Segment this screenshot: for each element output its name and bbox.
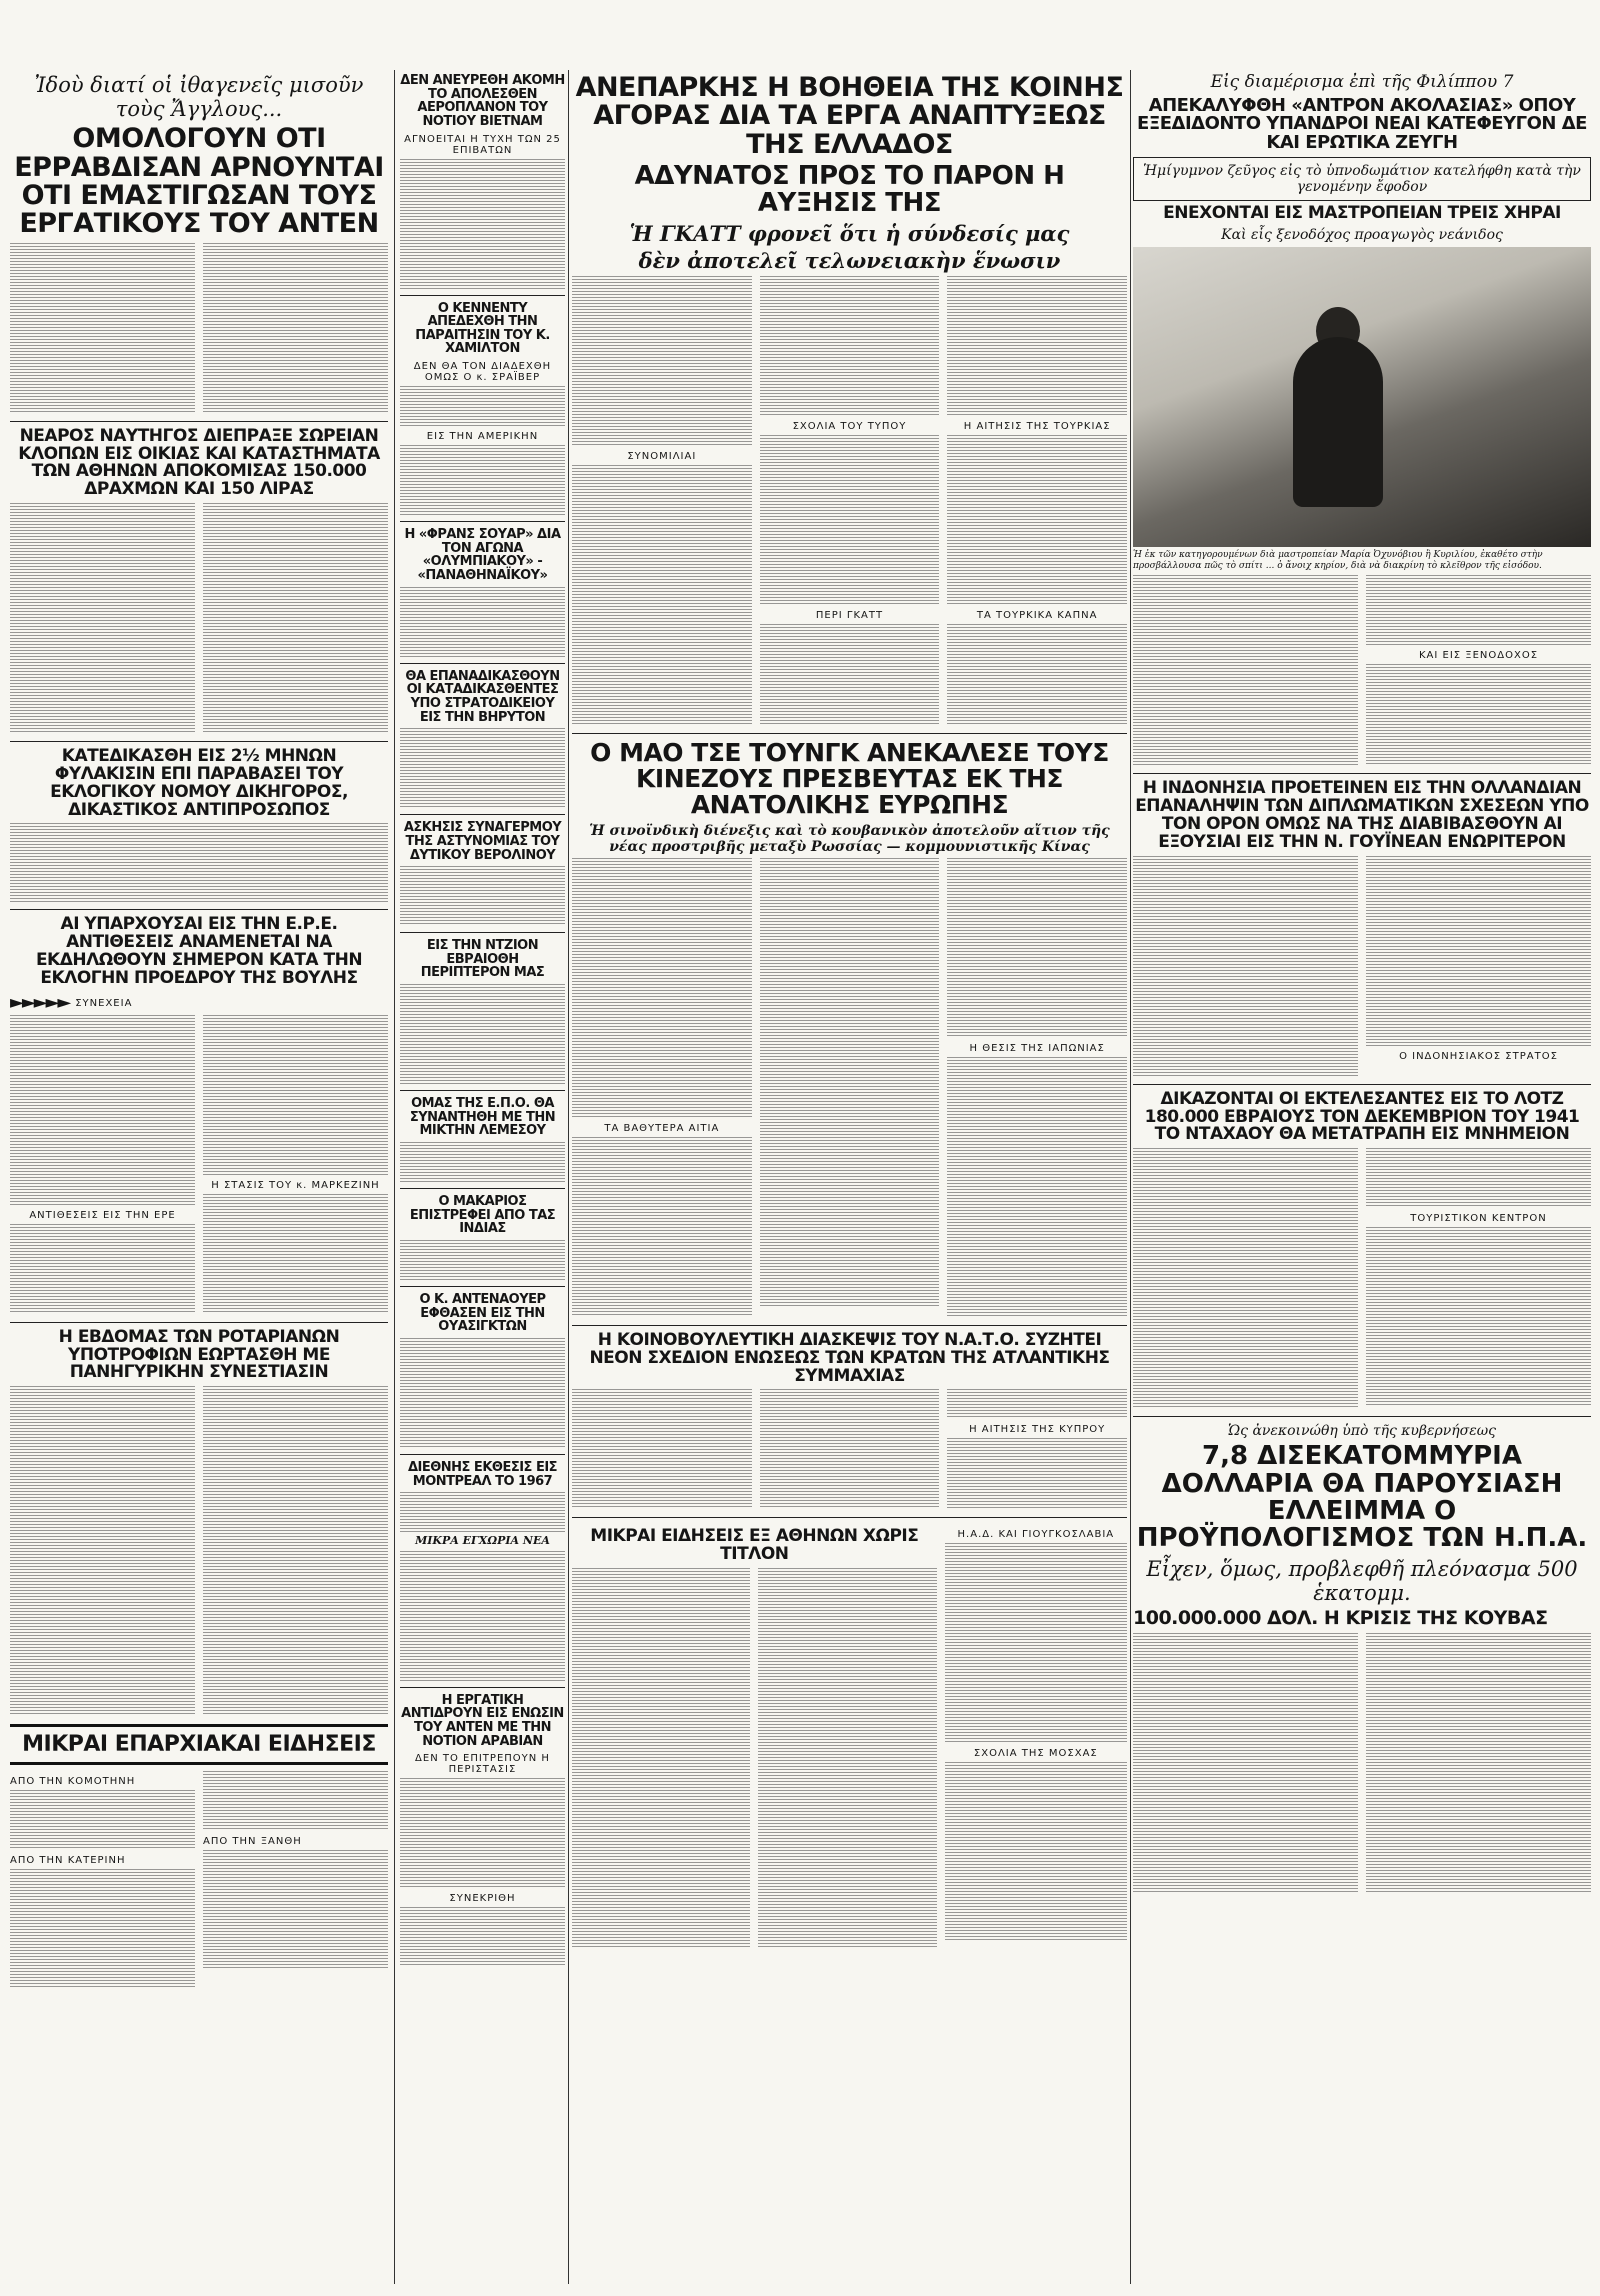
section-label: ΣΥΝΕΧΕΙΑ — [75, 997, 133, 1009]
column-4 — [1133, 70, 1591, 2284]
headline: ΟΜΑΣ ΤΗΣ Ε.Π.Ο. ΘΑ ΣΥΝΑΝΤΗΘΗ ΜΕ ΤΗΝ ΜΙΚΤΗΝ ΛΕΜΕΣΟΥ — [409, 1096, 556, 1139]
article-text — [760, 435, 940, 605]
article-body — [572, 276, 1127, 727]
article-body — [10, 1015, 388, 1316]
headline: ΜΙΚΡΑΙ ΕΙΔΗΣΕΙΣ ΕΞ ΑΘΗΝΩΝ ΧΩΡΙΣ ΤΙΤΛΟΝ — [590, 1526, 919, 1565]
headline: ΔΕΝ ΑΝΕΥΡΕΘΗ ΑΚΟΜΗ ΤΟ ΑΠΟΛΕΣΘΕΝ ΑΕΡΟΠΛΑΝΟΝ ΤΟΥ ΝΟΤΙΟΥ ΒΙΕΤΝΑΜ — [400, 73, 565, 129]
kicker: Εἰς διαμέρισμα ἐπὶ τῆς Φιλίππου 7 — [1210, 72, 1514, 92]
article-text — [203, 1771, 388, 1831]
article-text — [400, 1142, 565, 1182]
article-text — [400, 1907, 565, 1967]
deck: Ἡ σινοϊνδικὴ διένεξις καὶ τὸ κουβανικὸν ἀποτελοῦν αἴτιον τῆς νέας προστριβῆς μεταξὺ Ρωσσίας — κομμουνιστικῆς Κίνας — [589, 822, 1110, 855]
article-text — [572, 1137, 752, 1317]
article-text — [945, 1762, 1127, 1942]
article-text — [203, 1850, 388, 1970]
article-text — [400, 1240, 565, 1280]
article-text — [10, 823, 388, 903]
article-body — [10, 1386, 388, 1718]
section-label: ΣΥΝΕΚΡΙΘΗ — [449, 1893, 516, 1905]
headline: ΝΕΑΡΟΣ ΝΑΥΤΗΓΟΣ ΔΙΕΠΡΑΞΕ ΣΩΡΕΙΑΝ ΚΛΟΠΩΝ ΕΙΣ ΟΙΚΙΑΣ ΚΑΙ ΚΑΤΑΣΤΗΜΑΤΑ ΤΩΝ ΑΘΗΝΩΝ ΑΠΟΚΟΜΙΣΑΣ 150.000 ΔΡΑΧΜΩΝ ΚΑΙ 150 ΛΙΡΑΣ — [18, 425, 380, 500]
article-text — [10, 243, 195, 413]
article-text — [10, 1015, 195, 1205]
headline: Η ΚΟΙΝΟΒΟΥΛΕΥΤΙΚΗ ΔΙΑΣΚΕΨΙΣ ΤΟΥ Ν.Α.Τ.Ο. ΣΥΖΗΤΕΙ ΝΕΟΝ ΣΧΕΔΙΟΝ ΕΝΩΣΕΩΣ ΤΩΝ ΚΡΑΤΩΝ ΤΗΣ ΑΤΛΑΝΤΙΚΗΣ ΣΥΜΜΑΧΙΑΣ — [589, 1329, 1110, 1386]
article-text — [203, 243, 388, 413]
article-text — [400, 159, 565, 289]
section-label: ΑΠΟ ΤΗΝ ΚΟΜΟΤΗΝΗ — [10, 1776, 136, 1788]
deck: δὲν ἀποτελεῖ τελωνειακὴν ἕνωσιν — [638, 247, 1061, 273]
article-text — [10, 1224, 195, 1314]
headline: Ο ΜΑΟ ΤΣΕ ΤΟΥΝΓΚ ΑΝΕΚΑΛΕΣΕ ΤΟΥΣ ΚΙΝΕΖΟΥΣ ΠΡΕΣΒΕΥΤΑΣ ΕΚ ΤΗΣ ΑΝΑΤΟΛΙΚΗΣ ΕΥΡΩΠΗΣ — [590, 737, 1109, 820]
continued-marker — [10, 992, 388, 1013]
deck: Ἡ ΓΚΑΤΤ φρονεῖ ὅτι ἡ σύνδεσίς μας — [629, 220, 1070, 246]
article-text — [400, 984, 565, 1084]
article-body — [1133, 856, 1591, 1078]
article-text — [945, 1543, 1127, 1743]
headline: ΑΙ ΥΠΑΡΧΟΥΣΑΙ ΕΙΣ ΤΗΝ Ε.Ρ.Ε. ΑΝΤΙΘΕΣΕΙΣ ΑΝΑΜΕΝΕΤΑΙ ΝΑ ΕΚΔΗΛΩΘΟΥΝ ΣΗΜΕΡΟΝ ΚΑΤΑ ΤΗΝ ΕΚΛΟΓΗΝ ΠΡΟΕΔΡΟΥ ΤΗΣ ΒΟΥΛΗΣ — [35, 914, 363, 988]
section-label: Η ΘΕΣΙΣ ΤΗΣ ΙΑΠΩΝΙΑΣ — [969, 1042, 1105, 1054]
article-body — [10, 503, 388, 735]
column-2 — [400, 70, 565, 2284]
article-text — [10, 1790, 195, 1850]
article-text — [203, 1386, 388, 1716]
article-text — [10, 1386, 195, 1716]
article-text — [1366, 575, 1591, 645]
subheadline: ΑΓΝΟΕΙΤΑΙ Η ΤΥΧΗ ΤΩΝ 25 ΕΠΙΒΑΤΩΝ — [404, 133, 561, 156]
article-text — [1366, 1633, 1591, 1893]
photo-caption: Ἡ ἐκ τῶν κατηγορουμένων διὰ μαστροπείαν Μαρία Ὀχυνόβιου ἢ Κυριλίου, ἐκαθέτο στὴν προσβάλλουσα πῶς τὸ σπίτι ... ὁ ἄνοιχ κηρίον, διὰ νὰ διακρίνη τὸ κλεῖθρον τῆς εἰσόδου. — [1133, 550, 1543, 572]
section-label: Ο ΙΝΔΟΝΗΣΙΑΚΟΣ ΣΤΡΑΤΟΣ — [1399, 1050, 1558, 1062]
headline: ΑΝΕΠΑΡΚΗΣ Η ΒΟΗΘΕΙΑ ΤΗΣ ΚΟΙΝΗΣ ΑΓΟΡΑΣ ΔΙΑ ΤΑ ΕΡΓΑ ΑΝΑΠΤΥΞΕΩΣ ΤΗΣ ΕΛΛΑΔΟΣ — [575, 72, 1124, 160]
headline: ΑΔΥΝΑΤΟΣ ΠΡΟΣ ΤΟ ΠΑΡΟΝ Η ΑΥΞΗΣΙΣ ΤΗΣ — [634, 161, 1065, 219]
section-label: ΠΕΡΙ ΓΚΑΤΤ — [815, 609, 884, 621]
headline: 100.000.000 ΔΟΛ. Η ΚΡΙΣΙΣ ΤΗΣ ΚΟΥΒΑΣ — [1133, 1606, 1548, 1629]
article-text — [400, 445, 565, 515]
article-text — [1366, 1227, 1591, 1407]
section-label: ΣΥΝΟΜΙΛΙΑΙ — [627, 450, 697, 462]
article-text — [760, 624, 940, 724]
headline: ΟΜΟΛΟΓΟΥΝ ΟΤΙ ΕΡΡΑΒΔΙΣΑΝ ΑΡΝΟΥΝΤΑΙ ΟΤΙ ΕΜΑΣΤΙΓΩΣΑΝ ΤΟΥΣ ΕΡΓΑΤΙΚΟΥΣ ΤΟΥ ΑΝΤΕΝ — [14, 123, 384, 240]
article-text — [572, 1389, 752, 1509]
headline: 7,8 ΔΙΣΕΚΑΤΟΜΜΥΡΙΑ ΔΟΛΛΑΡΙΑ ΘΑ ΠΑΡΟΥΣΙΑΣΗ ΕΛΛΕΙΜΜΑ Ο ΠΡΟΫΠΟΛΟΓΙΣΜΟΣ ΤΩΝ Η.Π.Α. — [1136, 1441, 1588, 1554]
article-text — [947, 435, 1127, 605]
section-label: Η ΣΤΑΣΙΣ ΤΟΥ κ. ΜΑΡΚΕΖΙΝΗ — [211, 1179, 380, 1191]
article-text — [400, 1778, 565, 1888]
article-body — [572, 1389, 1127, 1511]
article-text — [572, 465, 752, 725]
section-label: ΑΝΤΙΘΕΣΕΙΣ ΕΙΣ ΤΗΝ ΕΡΕ — [29, 1209, 176, 1221]
article-text — [572, 276, 752, 446]
deck: Ἡμίγυμνον ζεῦγος εἰς τὸ ὑπνοδωμάτιον κατελήφθη κατὰ τὴν γενομένην ἔφοδον — [1143, 163, 1581, 196]
section-label: ΤΑ ΒΑΘΥΤΕΡΑ ΑΙΤΙΑ — [604, 1122, 720, 1134]
article-text — [1366, 856, 1591, 1046]
article-body — [1133, 1148, 1591, 1410]
section-label: ΑΠΟ ΤΗΝ ΞΑΝΘΗ — [203, 1836, 302, 1848]
headline: Η ΙΝΔΟΝΗΣΙΑ ΠΡΟΕΤΕΙΝΕΝ ΕΙΣ ΤΗΝ ΟΛΛΑΝΔΙΑΝ ΕΠΑΝΑΛΗΨΙΝ ΤΩΝ ΔΙΠΛΩΜΑΤΙΚΩΝ ΣΧΕΣΕΩΝ ΥΠΟ ΤΟΝ ΟΡΟΝ ΟΜΩΣ ΝΑ ΤΗΣ ΔΙΑΒΙΒΑΣΘΟΥΝ ΑΙ ΕΞΟΥΣΙΑΙ ΕΙΣ ΤΗΝ Ν. ΓΟΥΪΝΕΑΝ ΕΝΩΡΙΤΕΡΟΝ — [1135, 778, 1589, 852]
article-text — [1133, 575, 1358, 765]
article-body — [572, 858, 1127, 1319]
article-text — [758, 1568, 936, 1948]
headline: Ο ΚΕΝΝΕΝΤΥ ΑΠΕΔΕΧΘΗ ΤΗΝ ΠΑΡΑΙΤΗΣΙΝ ΤΟΥ Κ. ΧΑΜΙΛΤΟΝ — [415, 300, 550, 357]
article-text — [400, 1338, 565, 1448]
article-text — [1133, 856, 1358, 1076]
article-text — [1366, 664, 1591, 764]
article-text — [203, 1194, 388, 1314]
section-label: ΑΠΟ ΤΗΝ ΚΑΤΕΡΙΝΗ — [10, 1855, 126, 1867]
article-text — [400, 728, 565, 808]
headline: Η ΕΡΓΑΤΙΚΗ ΑΝΤΙΔΡΟΥΝ ΕΙΣ ΕΝΩΣΙΝ ΤΟΥ ΑΝΤΕΝ ΜΕ ΤΗΝ ΝΟΤΙΟΝ ΑΡΑΒΙΑΝ — [401, 1692, 564, 1749]
column-3 — [572, 70, 1127, 2284]
headline: Η ΕΒΔΟΜΑΣ ΤΩΝ ΡΟΤΑΡΙΑΝΩΝ ΥΠΟΤΡΟΦΙΩΝ ΕΩΡΤΑΣΘΗ ΜΕ ΠΑΝΗΓΥΡΙΚΗΝ ΣΥΝΕΣΤΙΑΣΙΝ — [58, 1326, 340, 1383]
kicker: ΜΙΚΡΑ ΕΓΧΩΡΙΑ ΝΕΑ — [415, 1534, 550, 1548]
headline: ΕΙΣ ΤΗΝ ΝΤΖΙΟΝ ΕΒΡΑΙΟΘΗ ΠΕΡΙΠΤΕΡΟΝ ΜΑΣ — [420, 938, 545, 981]
headline: Ο ΜΑΚΑΡΙΟΣ ΕΠΙΣΤΡΕΦΕΙ ΑΠΟ ΤΑΣ ΙΝΔΙΑΣ — [409, 1194, 556, 1237]
section-label: Η ΑΙΤΗΣΙΣ ΤΗΣ ΚΥΠΡΟΥ — [969, 1424, 1106, 1436]
article-text — [947, 276, 1127, 416]
headline: Ο Κ. ΑΝΤΕΝΑΟΥΕΡ ΕΦΘΑΣΕΝ ΕΙΣ ΤΗΝ ΟΥΑΣΙΓΚΤΩΝ — [419, 1291, 546, 1335]
article-body — [10, 243, 388, 415]
headline: ΑΠΕΚΑΛΥΦΘΗ «ΑΝΤΡΟΝ ΑΚΟΛΑΣΙΑΣ» ΟΠΟΥ ΕΞΕΔΙΔΟΝΤΟ ΥΠΑΝΔΡΟΙ ΝΕΑΙ ΚΑΤΕΦΕΥΓΟΝ ΔΕ ΚΑΙ ΕΡΩΤΙΚΑ ΖΕΥΓΗ — [1137, 94, 1587, 154]
deck: Καὶ εἷς ξενοδόχος προαγωγὸς νεάνιδος — [1221, 227, 1503, 244]
article-text — [947, 858, 1127, 1038]
section-label: ΣΧΟΛΙΑ ΤΟΥ ΤΥΠΟΥ — [792, 420, 907, 432]
article-text — [400, 1492, 565, 1532]
article-body — [572, 1524, 1127, 1950]
column-1 — [10, 70, 388, 2284]
article-text — [760, 858, 940, 1308]
article-text — [400, 1551, 565, 1681]
section-label: ΤΟΥΡΙΣΤΙΚΟΝ ΚΕΝΤΡΟΝ — [1410, 1213, 1547, 1225]
article-text — [400, 386, 565, 426]
article-text — [947, 1438, 1127, 1508]
section-label: ΚΑΙ ΕΙΣ ΞΕΝΟΔΟΧΟΣ — [1418, 650, 1539, 662]
headline: ΑΣΚΗΣΙΣ ΣΥΝΑΓΕΡΜΟΥ ΤΗΣ ΑΣΤΥΝΟΜΙΑΣ ΤΟΥ ΔΥΤΙΚΟΥ ΒΕΡΟΛΙΝΟΥ — [403, 820, 562, 863]
headline: ΔΙΚΑΖΟΝΤΑΙ ΟΙ ΕΚΤΕΛΕΣΑΝΤΕΣ ΕΙΣ ΤΟ ΛΟΤΖ 180.000 ΕΒΡΑΙΟΥΣ ΤΟΝ ΔΕΚΕΜΒΡΙΟΝ ΤΟΥ 1941 ΤΟ ΝΤΑΧΑΟΥ ΘΑ ΜΕΤΑΤΡΑΠΗ ΕΙΣ ΜΝΗΜΕΙΟΝ — [1144, 1088, 1580, 1145]
section-label: ΤΑ ΤΟΥΡΚΙΚΑ ΚΑΠΝΑ — [976, 609, 1098, 621]
news-photo — [1133, 247, 1591, 547]
photo-figure-body — [1293, 337, 1383, 507]
article-text — [10, 1869, 195, 1989]
subheadline: ΕΝΕΧΟΝΤΑΙ ΕΙΣ ΜΑΣΤΡΟΠΕΙΑΝ ΤΡΕΙΣ ΧΗΡΑΙ — [1163, 203, 1561, 224]
subheadline: ΔΕΝ ΤΟ ΕΠΙΤΡΕΠΟΥΝ Η ΠΕΡΙΣΤΑΣΙΣ — [415, 1753, 550, 1776]
article-text — [760, 1389, 940, 1509]
deck-box — [1133, 157, 1591, 201]
article-text — [572, 1568, 750, 1948]
kicker: Ἰδοὺ διατί οἱ ἰθαγενεῖς μισοῦν τοὺς Ἄγγλους... — [34, 73, 364, 122]
kicker: Ὡς ἀνεκοινώθη ὑπὸ τῆς κυβερνήσεως — [1227, 1423, 1496, 1440]
article-text — [203, 503, 388, 733]
article-body — [1133, 575, 1591, 767]
article-body — [1133, 1633, 1591, 1895]
section-label: ΣΧΟΛΙΑ ΤΗΣ ΜΟΣΧΑΣ — [973, 1748, 1098, 1760]
section-label: Η.Α.Δ. ΚΑΙ ΓΙΟΥΓΚΟΣΛΑΒΙΑ — [957, 1529, 1115, 1541]
article-text — [572, 858, 752, 1118]
headline: Η «ΦΡΑΝΣ ΣΟΥΑΡ» ΔΙΑ ΤΟΝ ΑΓΩΝΑ «ΟΛΥΜΠΙΑΚΟΥ» - «ΠΑΝΑΘΗΝΑΪΚΟΥ» — [404, 527, 561, 584]
article-text — [400, 587, 565, 657]
subheadline: ΔΕΝ ΘΑ ΤΟΝ ΔΙΑΔΕΧΘΗ ΟΜΩΣ Ο κ. ΣΡΑΪΒΕΡ — [413, 361, 552, 384]
article-body — [10, 1771, 388, 1991]
article-text — [947, 1389, 1127, 1419]
headline: ΜΙΚΡΑΙ ΕΠΑΡΧΙΑΚΑΙ ΕΙΔΗΣΕΙΣ — [22, 1732, 376, 1758]
article-text — [1133, 1633, 1358, 1893]
article-text — [10, 503, 195, 733]
deck: Εἶχεν, ὅμως, προβλεφθῆ πλεόνασμα 500 ἑκατομμ. — [1146, 1556, 1578, 1605]
headline: ΘΑ ΕΠΑΝΑΔΙΚΑΣΘΟΥΝ ΟΙ ΚΑΤΑΔΙΚΑΣΘΕΝΤΕΣ ΥΠΟ ΣΤΡΑΤΟΔΙΚΕΙΟΥ ΕΙΣ ΤΗΝ ΒΗΡΥΤΟΝ — [405, 668, 560, 725]
headline: ΚΑΤΕΔΙΚΑΣΘΗ ΕΙΣ 2½ ΜΗΝΩΝ ΦΥΛΑΚΙΣΙΝ ΕΠΙ ΠΑΡΑΒΑΣΕΙ ΤΟΥ ΕΚΛΟΓΙΚΟΥ ΝΟΜΟΥ ΔΙΚΗΓΟΡΟΣ, ΔΙΚΑΣΤΙΚΟΣ ΑΝΤΙΠΡΟΣΩΠΟΣ — [50, 746, 348, 820]
article-text — [1366, 1148, 1591, 1208]
arrows-icon: ►►►►► — [10, 991, 70, 1013]
article-text — [1133, 1148, 1358, 1408]
section-label: Η ΑΙΤΗΣΙΣ ΤΗΣ ΤΟΥΡΚΙΑΣ — [963, 420, 1111, 432]
headline: ΔΙΕΘΝΗΣ ΕΚΘΕΣΙΣ ΕΙΣ ΜΟΝΤΡΕΑΛ ΤΟ 1967 — [407, 1459, 558, 1489]
article-text — [947, 624, 1127, 724]
article-text — [203, 1015, 388, 1175]
section-label: ΕΙΣ ΤΗΝ ΑΜΕΡΙΚΗΝ — [426, 431, 539, 443]
article-text — [400, 866, 565, 926]
article-text — [760, 276, 940, 416]
article-text — [947, 1057, 1127, 1317]
